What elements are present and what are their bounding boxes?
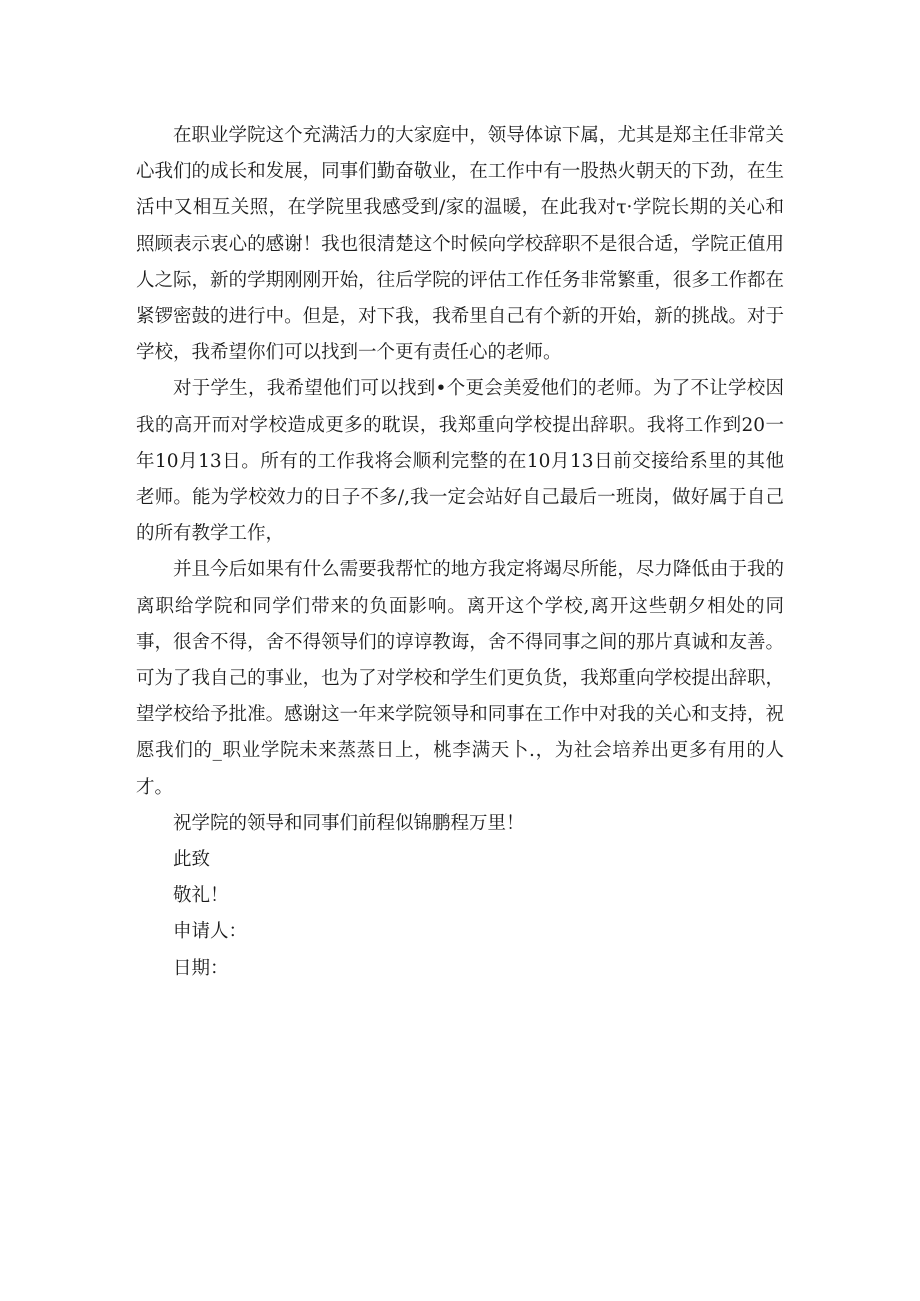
resignation-letter xyxy=(136,118,784,987)
body-paragraph-1: 在职业学院这个充满活力的大家庭中，领导体谅下属，尤其是郑主任非常关心我们的成长和发展，同事们勤奋敬业，在工作中有一股热火朝天的下劲，在生活中又相互关照，在学院里我感受到/家的温暖，在此我对τ·学院长期的关心和照顾表示衷心的感谢！我也很清楚这个时候向学校辞职不是很合适，学院正值用人之际，新的学期刚刚开始，往后学院的评估工作任务非常繁重，很多工作都在紧锣密鼓的进行中。但是，对下我，我希里自己有个新的开始，新的挑战。对于学校，我希望你们可以找到一个更有责任心的老师。 xyxy=(136,125,784,364)
date-label: 日期： xyxy=(173,957,229,979)
salutation-cizhi: 此致 xyxy=(173,849,211,871)
applicant-label: 申请人： xyxy=(173,921,248,943)
body-paragraph-3: 并且今后如果有什么需要我帮忙的地方我定将竭尽所能，尽力降低由于我的离职给学院和同学们带来的负面影响。离开这个学校,离开这些朝夕相处的同事，很舍不得，舍不得领导们的谆谆教诲，舍不得同事之间的那片真诚和友善。可为了我自己的事业，也为了对学校和学生们更负货，我郑重向学校提出辞职，望学校给予批准。感谢这一年来学院领导和同事在工作中对我的关心和支持，祝愿我们的_职业学院未来蒸蒸日上，桃李满天卜.，为社会培养出更多有用的人才。 xyxy=(136,559,784,798)
salutation-jingli: 敬礼！ xyxy=(173,885,229,907)
body-paragraph-2: 对于学生，我希望他们可以找到•个更会美爱他们的老师。为了不让学校因我的高开而对学校造成更多的耽误，我郑重向学校提出辞职。我将工作到20一年10月13日。所有的工作我将会顺利完整的在10月13日前交接给系里的其他老师。能为学校效力的日子不多/,我一定会站好自己最后一班岗，做好属于自己的所有教学工作， xyxy=(136,378,784,545)
closing-wish: 祝学院的领导和同事们前程似锦鹏程万里！ xyxy=(173,812,525,834)
